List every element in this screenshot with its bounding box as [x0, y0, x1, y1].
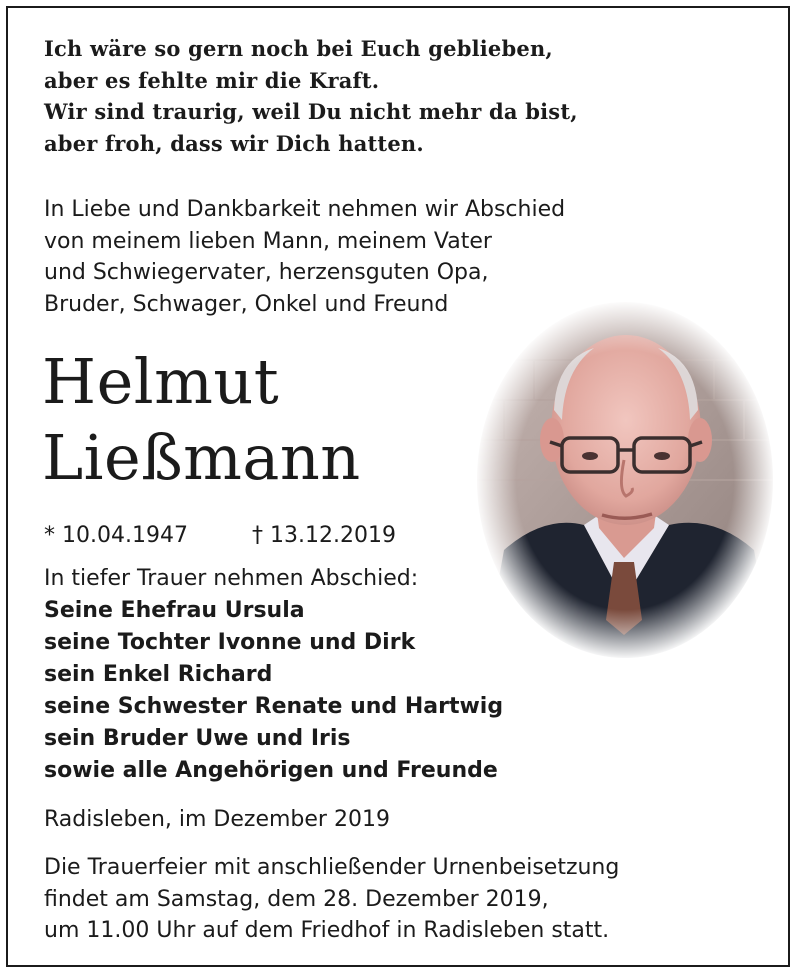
- place-and-date: Radisleben, im Dezember 2019: [44, 807, 390, 832]
- poem-line: aber es fehlte mir die Kraft.: [44, 67, 380, 93]
- deceased-first-name: Helmut: [42, 345, 280, 418]
- poem-line: Wir sind traurig, weil Du nicht mehr da bist,: [44, 99, 578, 124]
- funeral-info: [44, 852, 619, 947]
- poem-line: aber froh, dass wir Dich hatten.: [44, 130, 424, 156]
- intro-line: In Liebe und Dankbarkeit nehmen wir Abschied: [44, 197, 566, 222]
- mourner-entry: seine Schwester Renate und Hartwig: [44, 694, 504, 719]
- life-dates: [44, 520, 396, 552]
- deceased-name: [42, 344, 361, 496]
- portrait-photo: [474, 300, 776, 660]
- mourners-heading: In tiefer Trauer nehmen Abschied:: [44, 566, 419, 591]
- intro-line: und Schwiegervater, herzensguten Opa,: [44, 260, 489, 285]
- memorial-poem: [44, 33, 578, 159]
- birth-date: * 10.04.1947: [44, 523, 188, 548]
- intro-line: Bruder, Schwager, Onkel und Freund: [44, 291, 449, 317]
- mourner-entry: seine Tochter Ivonne und Dirk: [44, 630, 416, 655]
- mourner-entry: Seine Ehefrau Ursula: [44, 598, 305, 623]
- mourner-entry: sowie alle Angehörigen und Freunde: [44, 758, 498, 783]
- funeral-line: Die Trauerfeier mit anschließender Urnenbeisetzung: [44, 855, 620, 880]
- mourner-entry: sein Bruder Uwe und Iris: [44, 726, 351, 751]
- death-date: † 13.12.2019: [252, 523, 396, 548]
- funeral-line: um 11.00 Uhr auf dem Friedhof in Radisleben statt.: [44, 918, 610, 943]
- funeral-line: findet am Samstag, dem 28. Dezember 2019,: [44, 886, 549, 912]
- deceased-last-name: Ließmann: [42, 421, 361, 494]
- mourners-list: [44, 563, 503, 787]
- intro-line: von meinem lieben Mann, meinem Vater: [44, 228, 492, 254]
- poem-line: Ich wäre so gern noch bei Euch geblieben,: [44, 36, 553, 61]
- mourner-entry: sein Enkel Richard: [44, 662, 273, 687]
